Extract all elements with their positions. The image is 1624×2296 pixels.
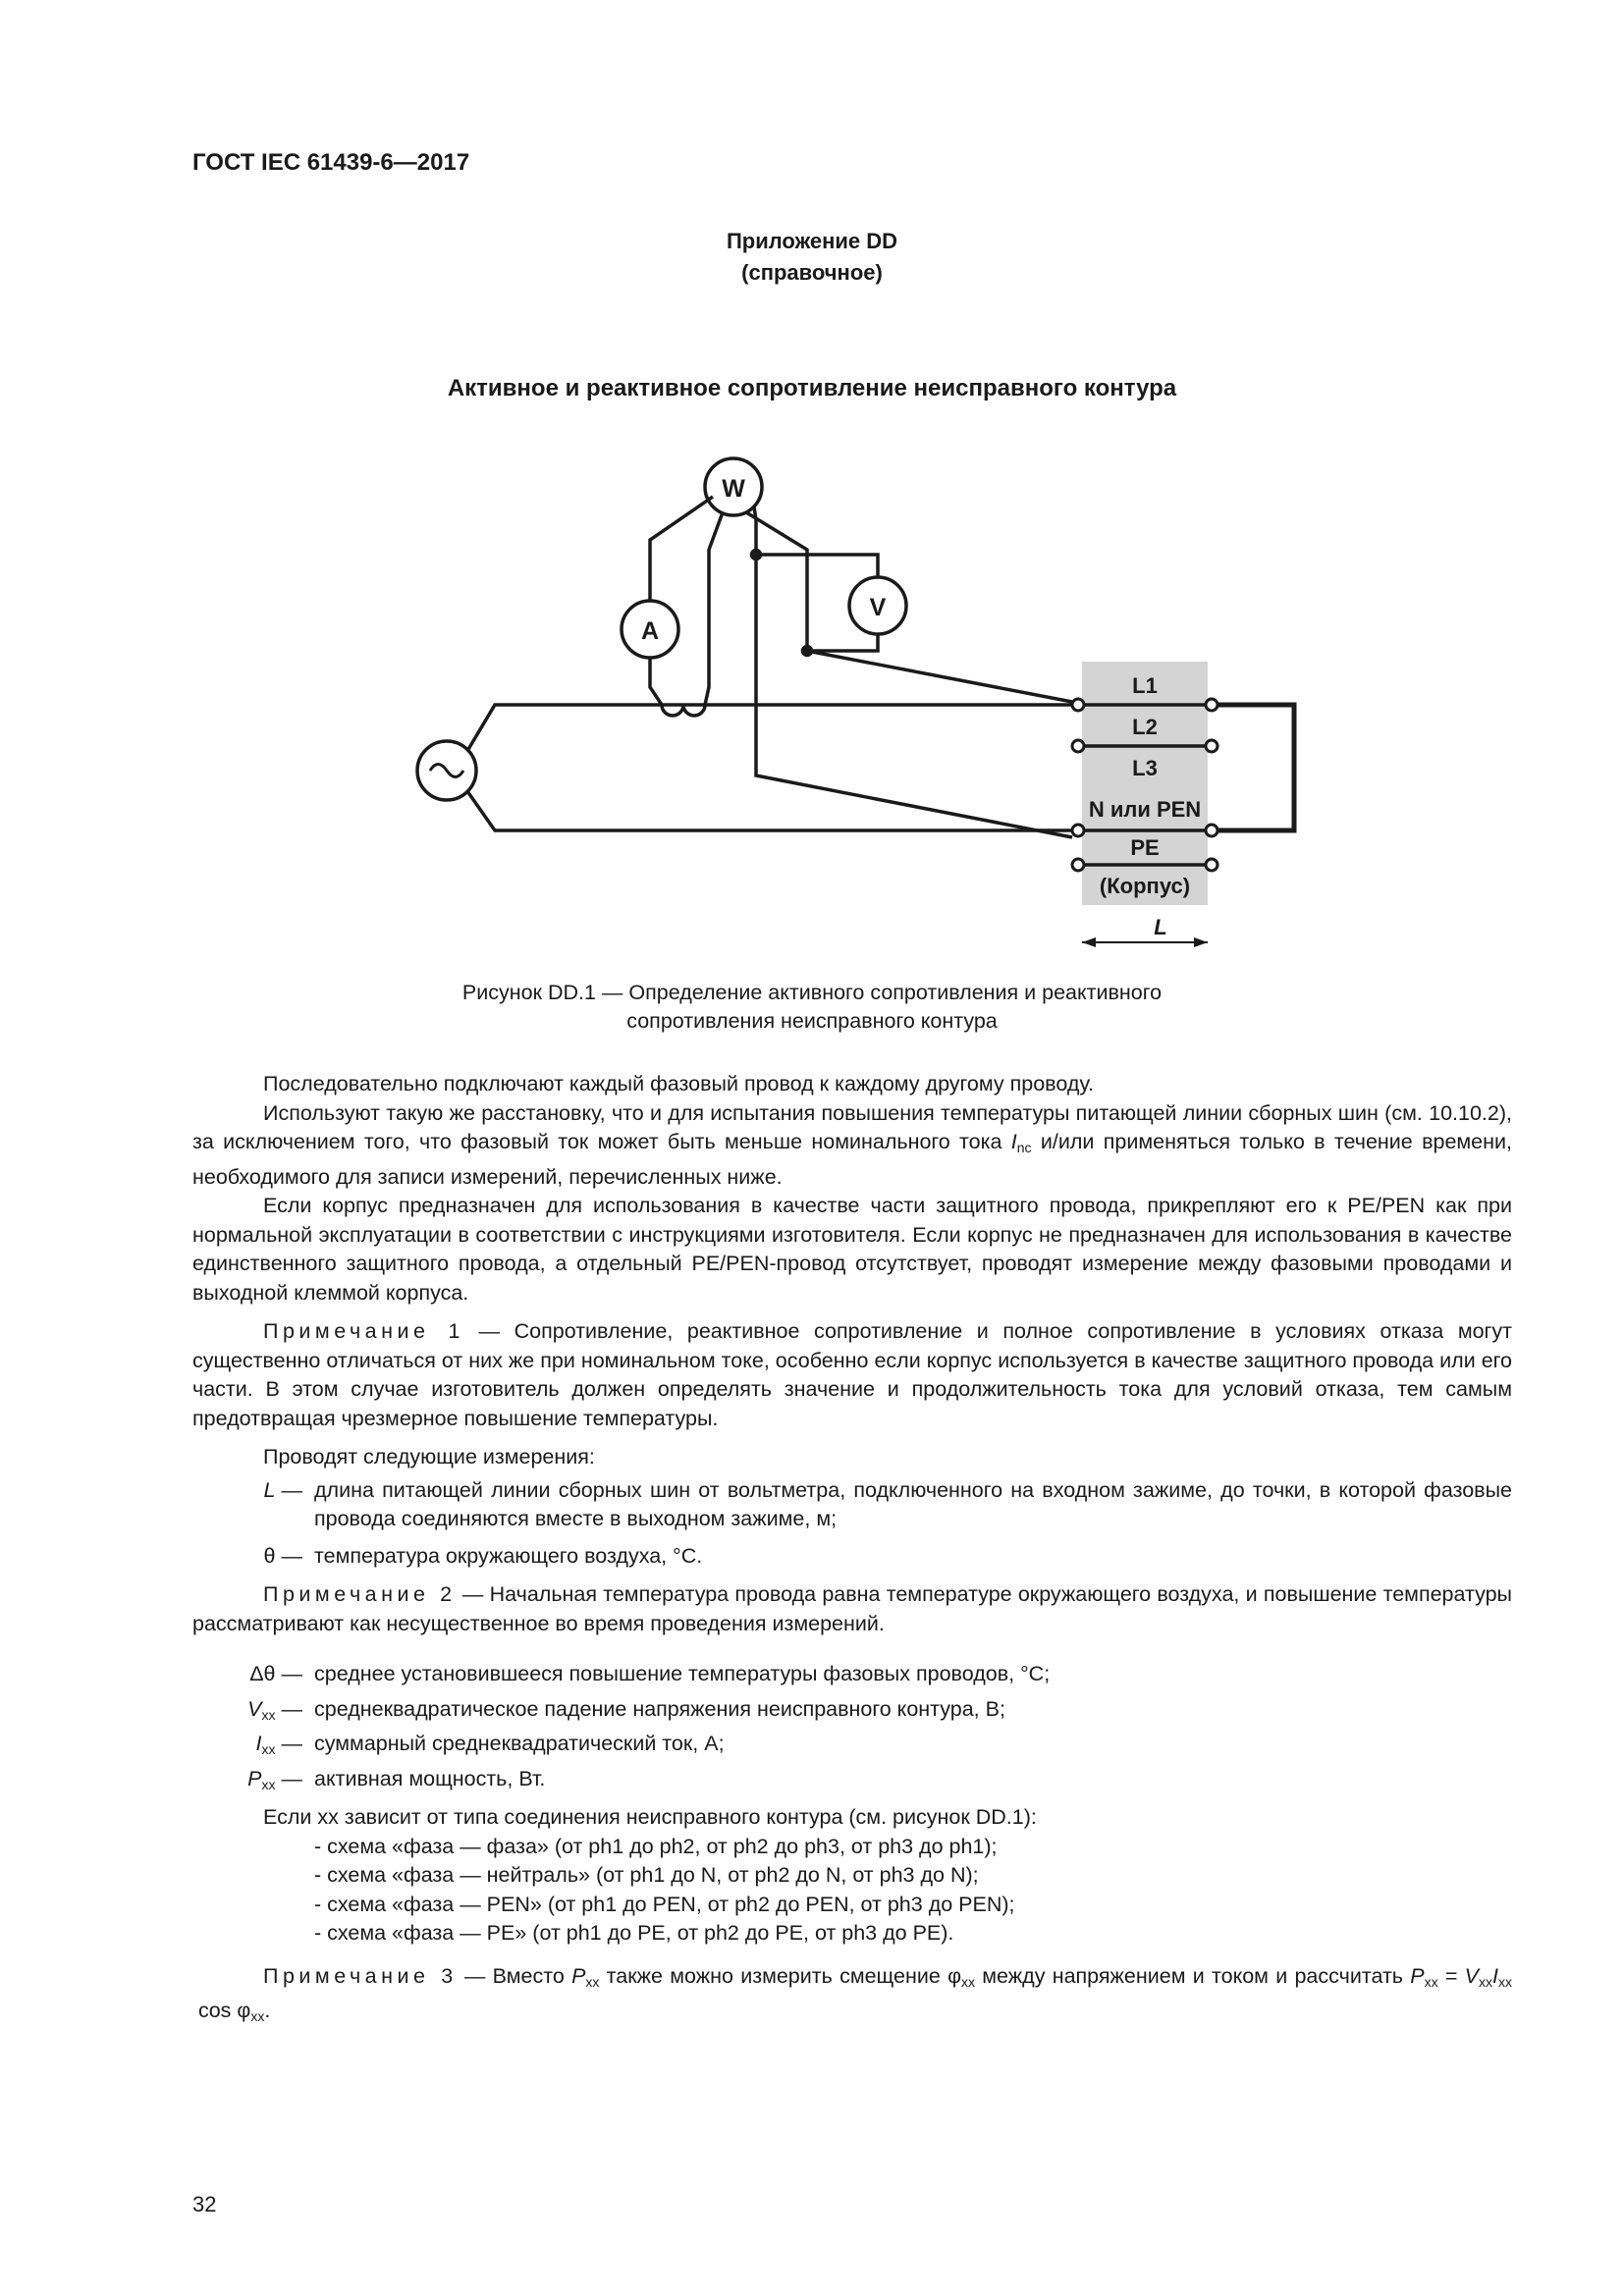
label-PE: PE: [1130, 835, 1160, 860]
circuit-diagram: [393, 452, 1316, 962]
text-run: и/или применяться только в течение времени, необходимого для записи измерений, перечисленных ниже.: [192, 1130, 1512, 1189]
busbar-housing: [1082, 662, 1208, 905]
definition-text: длина питающей линии сборных шин от вольтметра, подключенного на входном зажиме, до точки, в которой фазовые провода соединяются вместе в выходном зажиме, м;: [314, 1477, 1512, 1530]
definition-text: температура окружающего воздуха, °C.: [314, 1543, 703, 1568]
terminal: [1206, 859, 1218, 871]
wire-voltmeter-top: [756, 555, 878, 577]
output-short-link: [1218, 705, 1294, 830]
junction-dot: [752, 551, 761, 560]
label-enclosure: (Корпус): [1099, 874, 1191, 898]
wire-supply-top: [467, 705, 1072, 751]
note-text: — Начальная температура провода равна температуре окружающего воздуха, и повышение температуры рассматривают как несущественное во время проведения измерений.: [192, 1582, 1512, 1635]
scheme-list: [192, 1833, 1512, 1949]
terminal: [1072, 825, 1084, 836]
label-N-PEN: N или PEN: [1088, 797, 1202, 822]
definition-symbol: $P_{xx}$ —: [247, 1766, 302, 1792]
wire-ammeter-down: [650, 658, 662, 705]
definition-row: [192, 1730, 1512, 1759]
text-run: Используют такую же расстановку, что и для испытания повышения температуры питающей линии сборных шин (см. 10.10.2), за исключением того, что фазовый ток может быть меньше номинального тока: [192, 1100, 1512, 1153]
paragraph: [192, 1099, 1512, 1193]
list-item: - схема «фаза — фаза» (от ph1 до ph2, от ph2 до ph3, от ph3 до ph1);: [314, 1834, 998, 1858]
label-L3: L3: [1132, 756, 1158, 780]
symbol: I: [1010, 1130, 1017, 1153]
note-3: Примечание 3 — Вместо $P_{xx}$ также можно измерить смещение $\varphi_{xx}$ между напряжением и током и рассчитать $P_{xx} = V_{xx}I_{xx}$ $\cos \varphi_{xx}$.: [192, 1963, 1512, 2024]
ammeter-label: A: [640, 617, 660, 645]
definition-text: среднее установившееся повышение температуры фазовых проводов, °C;: [314, 1662, 1051, 1685]
terminal: [1206, 740, 1218, 752]
wire-ct-wattmeter: [705, 512, 723, 705]
definition-row: [192, 1765, 1512, 1794]
list-item: - схема «фаза — нейтраль» (от ph1 до N, от ph2 до N, от ph3 до N);: [314, 1863, 979, 1887]
subscript: nc: [1016, 1140, 1032, 1155]
terminal: [1072, 740, 1084, 752]
definition-row: [192, 1542, 1512, 1572]
wire-wattmeter-voltage: [746, 512, 1072, 702]
wattmeter-label: W: [722, 475, 745, 503]
definition-row: [192, 1660, 1512, 1689]
definition-row: [192, 1476, 1512, 1534]
note-label: Примечание 1: [263, 1319, 464, 1343]
definition-symbol: θ —: [263, 1543, 302, 1568]
paragraph: Если xx зависит от типа соединения неисправного контура (см. рисунок DD.1):: [263, 1805, 1037, 1829]
voltmeter-label: V: [869, 594, 887, 621]
note-1: [192, 1317, 1512, 1433]
paragraph: Последовательно подключают каждый фазовый провод к каждому другому проводу.: [263, 1072, 1094, 1095]
definition-symbol: L —: [263, 1477, 302, 1502]
label-L1: L1: [1132, 673, 1158, 698]
terminal: [1072, 699, 1084, 711]
caption-line: Рисунок DD.1 — Определение активного сопротивления и реактивного: [461, 981, 1163, 1004]
terminal: [1206, 699, 1218, 711]
annex-type: (справочное): [741, 260, 883, 285]
list-item: - схема «фаза — PE» (от ph1 до PE, от ph2 до PE, от ph3 до PE).: [314, 1921, 954, 1945]
terminal: [1072, 859, 1084, 871]
label-L2: L2: [1132, 715, 1158, 739]
paragraph: Проводят следующие измерения:: [263, 1445, 595, 1468]
page-number: 32: [192, 2192, 217, 2216]
body-text: [192, 1070, 1512, 2032]
paragraph: Если корпус предназначен для использования в качестве части защитного провода, прикрепляют его к PE/PEN как при нормальной эксплуатации в соответствии с инструкциями изготовителя. Если корпус не предназначен для использования в качестве единственного защитного провода, а отдельный PE/PEN-провод отсутствует, проводят измерение между фазовыми проводами и выходной клеммой корпуса.: [192, 1194, 1512, 1305]
definition-text: среднеквадратическое падение напряжения неисправного контура, В;: [314, 1696, 1005, 1721]
note-label: Примечание 2: [263, 1582, 457, 1606]
definition-symbol: $I_{xx}$ —: [255, 1732, 302, 1757]
note-2: [192, 1580, 1512, 1638]
annex-title: Приложение DD: [726, 229, 898, 253]
note-label: Примечание 3: [263, 1963, 458, 1988]
definition-text: активная мощность, Вт.: [314, 1766, 546, 1790]
junction-dot: [803, 647, 812, 656]
annex-heading: [0, 226, 1624, 289]
definition-symbol: Δθ —: [249, 1662, 302, 1685]
list-item: - схема «фаза — PEN» (от ph1 до PEN, от ph2 до PEN, от ph3 до PEN);: [314, 1892, 1015, 1916]
terminal: [1206, 825, 1218, 836]
note-text: — Сопротивление, реактивное сопротивление и полное сопротивление в условиях отказа могут существенно отличаться от них же при номинальном токе, особенно если корпус используется в качестве защитного провода или его части. В этом случае изготовитель должен определять значение и продолжительность тока для условий отказа, тем самым предотвращая чрезмерное повышение температуры.: [192, 1319, 1512, 1430]
document-header: ГОСТ IEC 61439-6—2017: [192, 149, 470, 176]
definition-symbol: $V_{xx}$ —: [247, 1696, 302, 1723]
ac-source-symbol: [430, 765, 463, 777]
definition-row: [192, 1695, 1512, 1725]
wire-supply-bottom: [467, 791, 1072, 830]
wire-voltmeter-bottom: [807, 634, 878, 651]
definitions-list: [192, 1660, 1512, 1793]
section-title: Активное и реактивное сопротивление неисправного контура: [447, 375, 1177, 401]
length-label: L: [1154, 915, 1167, 939]
wire-ammeter-wattmeter: [650, 497, 713, 601]
caption-line: сопротивления неисправного контура: [626, 1009, 998, 1033]
definition-text: суммарный среднеквадратический ток, А;: [314, 1732, 725, 1755]
figure-caption: [0, 979, 1624, 1036]
